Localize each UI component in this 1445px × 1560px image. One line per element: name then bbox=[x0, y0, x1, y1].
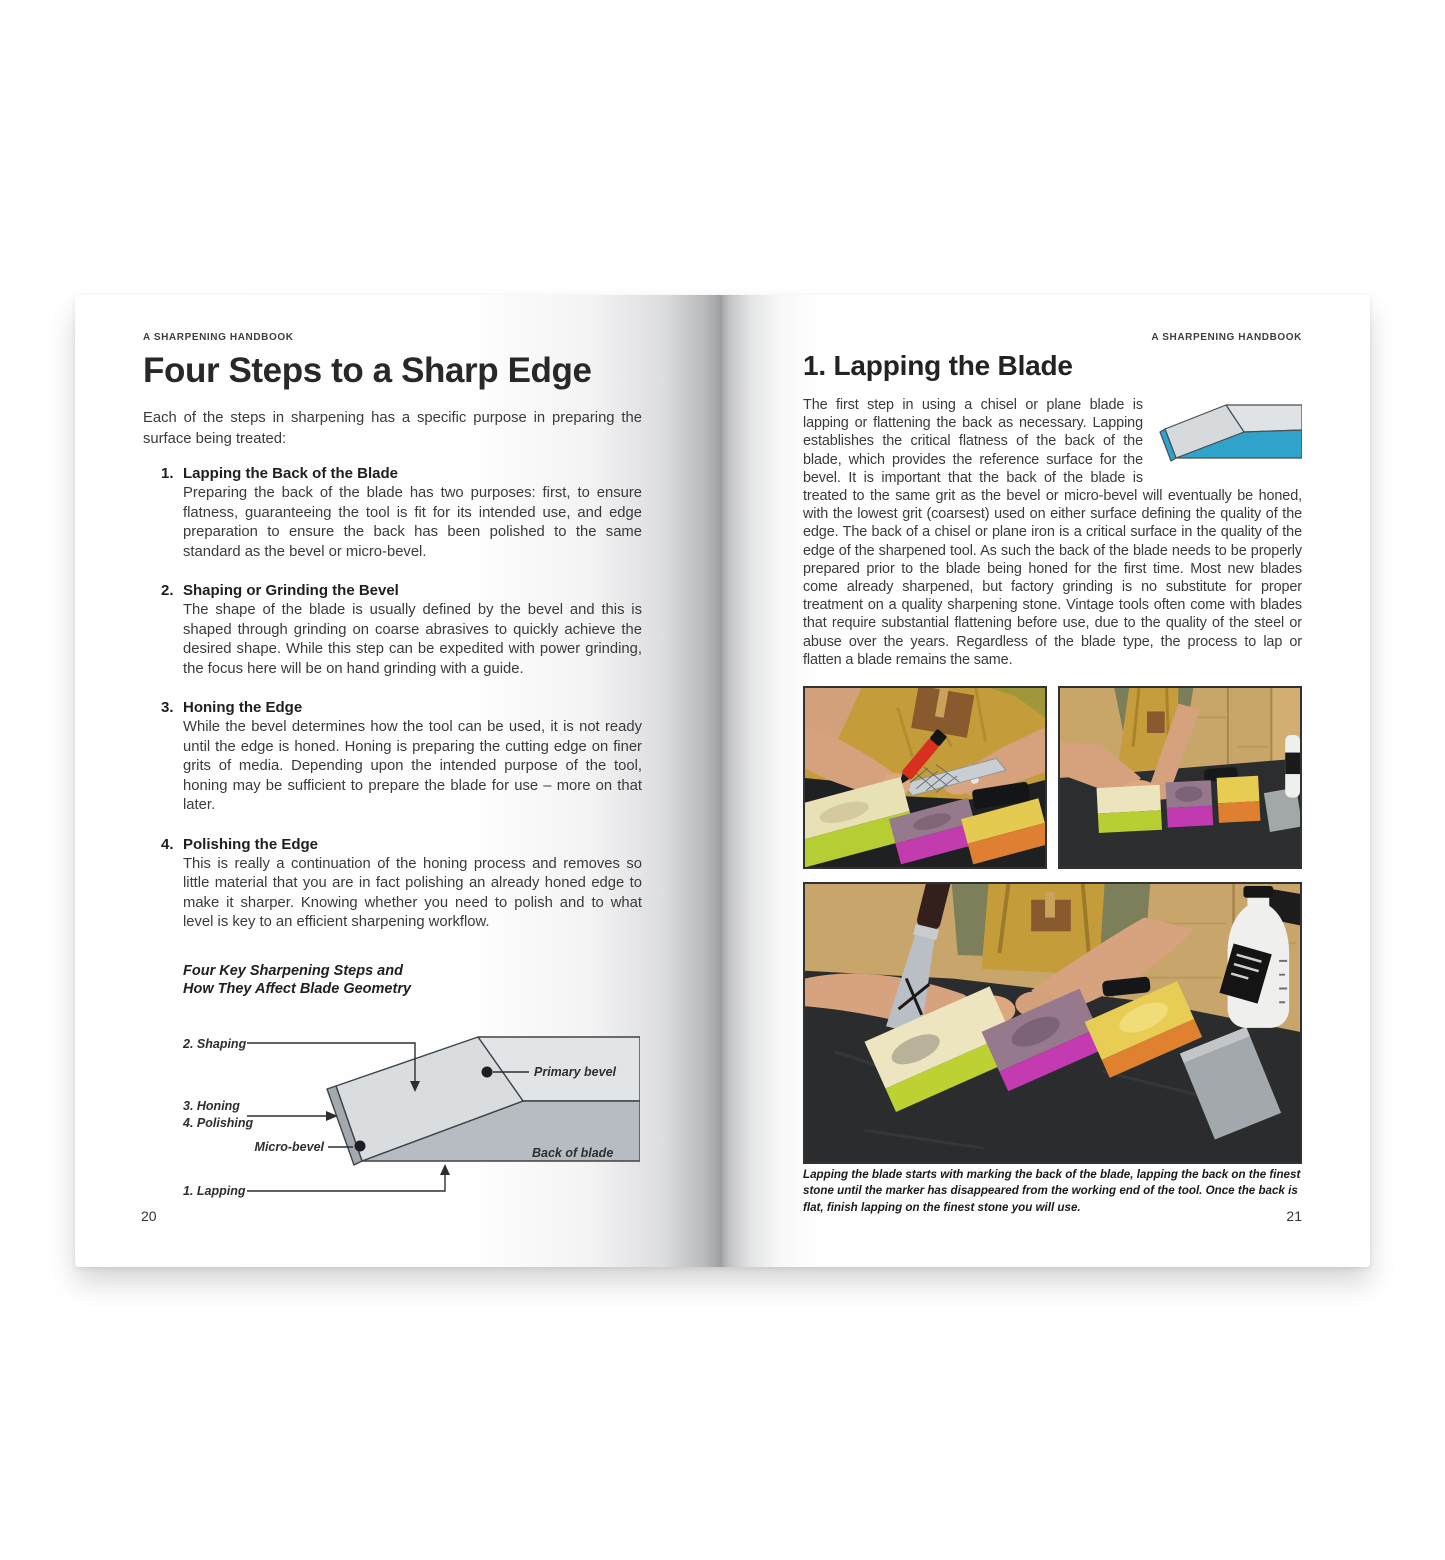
step-heading: Shaping or Grinding the Bevel bbox=[183, 582, 399, 599]
arrow-up bbox=[440, 1164, 450, 1175]
page-right bbox=[722, 295, 1370, 1267]
intro-paragraph: Each of the steps in sharpening has a specific purpose in preparing the surface being treated: bbox=[143, 410, 642, 447]
left-page-title: Four Steps to a Sharp Edge bbox=[143, 351, 592, 390]
running-head-left: A SHARPENING HANDBOOK bbox=[143, 332, 294, 343]
label-primary-bevel: Primary bevel bbox=[534, 1065, 616, 1079]
list-item bbox=[143, 698, 642, 816]
step-body: Preparing the back of the blade has two purposes: first, to ensure flatness, guaranteeing the tool is fit for its intended use, and edge preparation to ensure the back has been polished to the same standard as the bevel or micro-bevel. bbox=[183, 485, 642, 560]
blade-geometry-diagram bbox=[143, 1026, 640, 1216]
photo-marking-blade bbox=[803, 686, 1047, 869]
label-micro-bevel: Micro-bevel bbox=[254, 1140, 324, 1154]
primary-bevel-dot bbox=[482, 1067, 493, 1078]
page-left bbox=[75, 295, 722, 1267]
step-number: 1. bbox=[161, 465, 174, 482]
label-lapping: 1. Lapping bbox=[183, 1184, 246, 1198]
label-back-of-blade: Back of blade bbox=[532, 1146, 614, 1160]
step-heading: Lapping the Back of the Blade bbox=[183, 465, 399, 482]
photo-lapping-back bbox=[1058, 686, 1302, 869]
book-spread bbox=[75, 295, 1370, 1267]
diagram-title-line2: How They Affect Blade Geometry bbox=[183, 981, 412, 997]
photo-row bbox=[803, 686, 1302, 869]
list-item bbox=[143, 464, 642, 562]
step-body: While the bevel determines how the tool can be used, it is not ready until the edge is honed. Honing is preparing the cutting edge on finer grits of media. Depending upon the intended purpose of the tool, honing may be sufficient to prepare the blade for use – more on that later. bbox=[183, 719, 642, 813]
lapping-body-paragraph bbox=[803, 396, 1302, 669]
label-polishing: 4. Polishing bbox=[183, 1116, 254, 1130]
photo-caption: Lapping the blade starts with marking the back of the blade, lapping the back on the finest stone until the marker has disappeared from the working end of the tool. Once the back is flat, finish lapping on the finest stone you will use. bbox=[803, 1168, 1301, 1214]
list-item bbox=[143, 581, 642, 679]
page-number-right: 21 bbox=[1286, 1208, 1302, 1224]
running-head-right: A SHARPENING HANDBOOK bbox=[1151, 332, 1302, 343]
step-body: The shape of the blade is usually defined by the bevel and this is shaped through grinding on coarse abrasives to quickly achieve the desired shape. While this step can be expedited with power grinding, the focus here will be on hand grinding with a guide. bbox=[183, 602, 642, 677]
step-body: This is really a continuation of the honing process and removes so little material that you are in fact polishing an already honed edge to make it sharper. Knowing whether you need to polish and to what level is key to an efficient sharpening workflow. bbox=[183, 855, 642, 930]
step-number: 2. bbox=[161, 582, 174, 599]
list-item bbox=[143, 835, 642, 933]
right-page-title: 1. Lapping the Blade bbox=[803, 350, 1073, 381]
purple-stone-magenta-case bbox=[1165, 780, 1213, 827]
sharpening-steps-list bbox=[143, 464, 642, 952]
lapped-blade-illustration bbox=[1156, 399, 1302, 463]
step-number: 4. bbox=[161, 835, 174, 853]
diagram-title bbox=[183, 962, 411, 998]
diagram-title-line1: Four Key Sharpening Steps and bbox=[183, 963, 403, 979]
micro-bevel-dot bbox=[355, 1141, 366, 1152]
label-honing: 3. Honing bbox=[183, 1099, 240, 1113]
spray-bottle-partial bbox=[1285, 735, 1300, 798]
photo-lapping-process bbox=[803, 882, 1302, 1164]
lapping-body-text: The first step in using a chisel or plane blade is lapping or flattening the back as necessary. Lapping establishes the critical flatness of the back of the blade, which provides the reference surface for the bevel. It is important that the back of the blade is treated to the same grit as the bevel or micro-bevel will eventually be honed, with the lowest grit (coarsest) used on either surface defining the quality of the edge. The back of a chisel or plane iron is a critical surface in the quality of the edge of the sharpened tool. As such the back of the blade needs to be properly prepared prior to the blade being honed for the first time. Most new blades come already sharpened, but factory grinding is no substitute for proper treatment on a quality sharpening stone. Vintage tools often come with blades that require substantial flattening before use, due to the quality of the steel or abuse over the years. Regardless of the blade type, the process to lap or flatten a blade remains the same. bbox=[803, 397, 1302, 668]
step-heading: Honing the Edge bbox=[183, 699, 303, 716]
yellow-stone-orange-case bbox=[1217, 776, 1261, 823]
label-shaping: 2. Shaping bbox=[183, 1037, 247, 1051]
step-heading: Polishing the Edge bbox=[183, 835, 319, 853]
page-number-left: 20 bbox=[141, 1208, 157, 1224]
cream-stone-lime-case bbox=[1097, 785, 1163, 833]
step-number: 3. bbox=[161, 699, 174, 716]
